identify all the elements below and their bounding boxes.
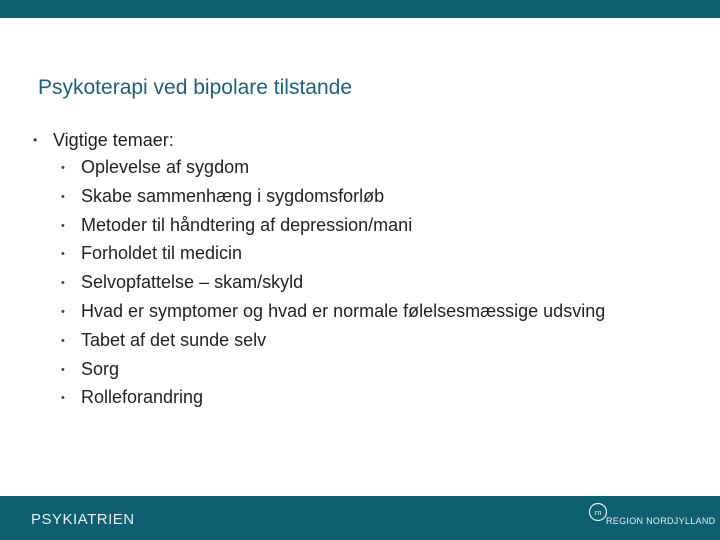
sub-bullet-text: Hvad er symptomer og hvad er normale følelsesmæssige udsving <box>81 300 606 321</box>
sub-bullet-text: Forholdet til medicin <box>81 243 243 264</box>
sub-bullet-text: Tabet af det sunde selv <box>81 329 267 350</box>
bullet-icon: • <box>61 334 65 347</box>
footer-logo-text: rn <box>594 508 602 517</box>
sub-bullet <box>33 326 703 355</box>
sub-bullet <box>33 239 703 268</box>
footer-bar <box>0 496 720 540</box>
top-bar <box>0 0 720 18</box>
slide-content <box>33 127 703 412</box>
slide-title: Psykoterapi ved bipolare tilstande <box>38 76 353 99</box>
sub-bullet <box>33 153 703 182</box>
region-nordjylland-logo-icon <box>588 502 608 522</box>
main-bullet-text: Vigtige temaer: <box>53 130 174 150</box>
sub-bullet-text: Metoder til håndtering af depression/mani <box>81 214 413 235</box>
bullet-icon: • <box>61 219 65 232</box>
sub-bullet-text: Sorg <box>81 358 120 379</box>
bullet-icon: • <box>61 162 65 174</box>
footer-region-label: REGION NORDJYLLAND <box>606 516 716 526</box>
sub-bullet <box>33 383 703 412</box>
footer-psykiatrien-label: PSYKIATRIEN <box>31 511 135 528</box>
sub-bullet <box>33 211 703 240</box>
bullet-icon: • <box>61 190 65 203</box>
sub-bullet-list <box>33 153 703 412</box>
sub-bullet <box>33 268 703 297</box>
bullet-icon: • <box>61 277 65 290</box>
sub-bullet-text: Rolleforandring <box>81 387 204 408</box>
sub-bullet-text: Selvopfattelse – skam/skyld <box>81 272 304 293</box>
sub-bullet <box>33 182 703 211</box>
bullet-icon: • <box>61 363 65 376</box>
sub-bullet <box>33 355 703 384</box>
sub-bullet <box>33 297 703 326</box>
sub-bullet-text: Oplevelse af sygdom <box>81 157 250 177</box>
sub-bullet-text: Skabe sammenhæng i sygdomsforløb <box>81 185 385 206</box>
main-bullet <box>33 127 703 153</box>
bullet-icon: • <box>61 248 65 261</box>
bullet-icon: • <box>33 133 38 147</box>
bullet-icon: • <box>61 392 65 405</box>
bullet-icon: • <box>61 305 65 318</box>
